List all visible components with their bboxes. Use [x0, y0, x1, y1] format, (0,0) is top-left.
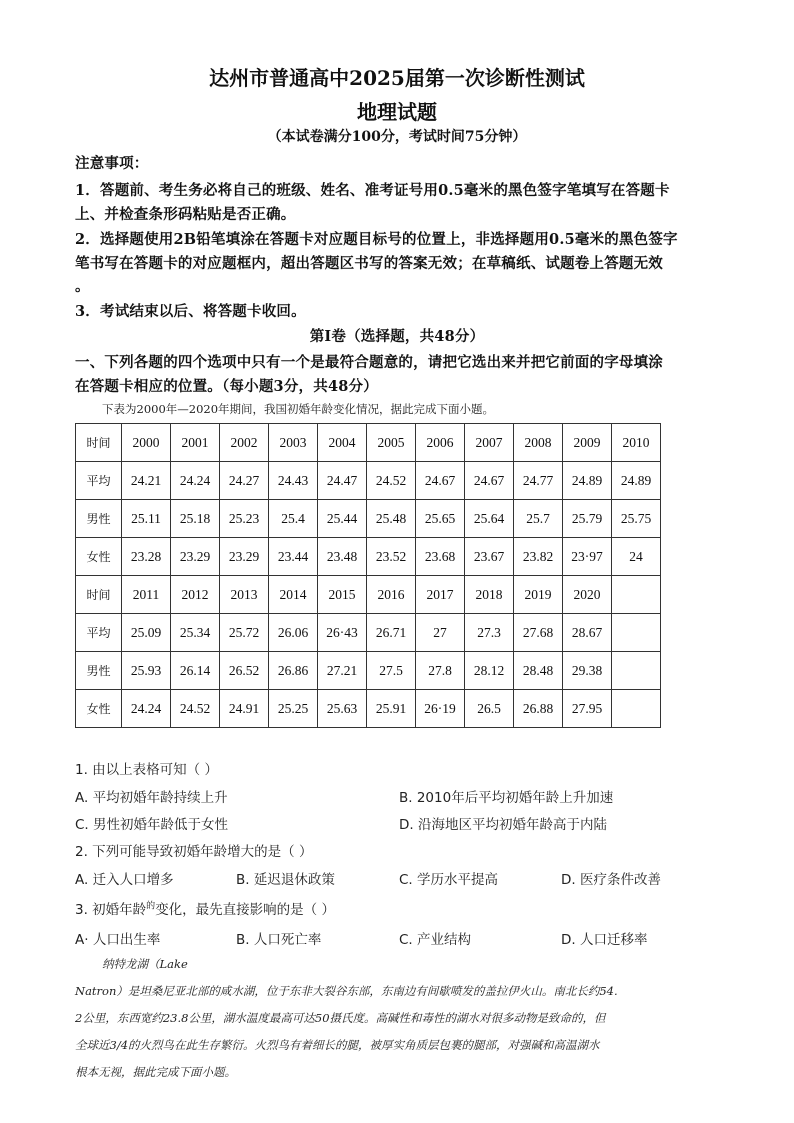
table-cell: 26.71 — [367, 614, 416, 652]
instruction-3: 3．考试结束以后、将答题卡收回。 — [75, 303, 306, 320]
table-cell: 25.75 — [612, 500, 661, 538]
table-cell: 25.34 — [171, 614, 220, 652]
subject-title: 地理试题 — [357, 100, 437, 124]
table-cell: 24.89 — [612, 462, 661, 500]
table-row — [76, 690, 661, 728]
table-cell: 26.5 — [465, 690, 514, 728]
table-cell: 25.79 — [563, 500, 612, 538]
table-cell: 24.21 — [122, 462, 171, 500]
table-cell: 24.24 — [171, 462, 220, 500]
table-cell: 2006 — [416, 424, 465, 462]
table-cell: 25.09 — [122, 614, 171, 652]
table-cell: 28.67 — [563, 614, 612, 652]
table-cell — [612, 652, 661, 690]
table-row-label: 时间 — [76, 424, 122, 462]
table-row-label: 男性 — [76, 500, 122, 538]
section-title: 第Ⅰ卷（选择题，共48分） — [309, 328, 485, 345]
table-row-label: 平均 — [76, 614, 122, 652]
table-cell: 24.77 — [514, 462, 563, 500]
table-cell: 23.82 — [514, 538, 563, 576]
table-cell: 25.48 — [367, 500, 416, 538]
table-row — [76, 538, 661, 576]
table-cell: 2004 — [318, 424, 367, 462]
table-row — [76, 500, 661, 538]
table-cell: 23.29 — [171, 538, 220, 576]
table-cell: 25.11 — [122, 500, 171, 538]
passage-line-5: 根本无视，据此完成下面小题。 — [75, 1065, 236, 1079]
table-cell: 25.93 — [122, 652, 171, 690]
table-row — [76, 424, 661, 462]
question-1: 1. 由以上表格可知（ ） — [75, 762, 218, 778]
table-cell: 24.52 — [171, 690, 220, 728]
table-cell: 27.5 — [367, 652, 416, 690]
table-cell: 27.3 — [465, 614, 514, 652]
table-cell: 25.18 — [171, 500, 220, 538]
table-cell: 25.4 — [269, 500, 318, 538]
table-cell: 24.89 — [563, 462, 612, 500]
table-row-label: 女性 — [76, 690, 122, 728]
q1-option-b: B. 2010年后平均初婚年龄上升加速 — [399, 790, 614, 806]
table-cell — [612, 690, 661, 728]
table-cell: 2012 — [171, 576, 220, 614]
table-cell: 25.23 — [220, 500, 269, 538]
table-cell: 28.12 — [465, 652, 514, 690]
passage-line-2: Natron）是坦桑尼亚北部的咸水湖，位于东非大裂谷东部，东南边有间歇喷发的盖拉伊火山。南北长约54. — [75, 984, 618, 998]
q2-option-a: A. 迁入人口增多 — [75, 872, 174, 888]
table-cell: 23.28 — [122, 538, 171, 576]
table-cell: 26·19 — [416, 690, 465, 728]
table-cell: 24.43 — [269, 462, 318, 500]
passage-line-1: 纳特龙湖（Lake — [102, 957, 188, 971]
table-row — [76, 462, 661, 500]
table-cell: 24.52 — [367, 462, 416, 500]
table-cell: 24.67 — [416, 462, 465, 500]
table-cell: 24.67 — [465, 462, 514, 500]
table-cell: 2008 — [514, 424, 563, 462]
table-cell: 2010 — [612, 424, 661, 462]
table-cell: 2015 — [318, 576, 367, 614]
table-cell — [612, 614, 661, 652]
table-cell: 27.8 — [416, 652, 465, 690]
table-cell: 2019 — [514, 576, 563, 614]
table-cell: 23.52 — [367, 538, 416, 576]
table-cell: 25.65 — [416, 500, 465, 538]
q1-option-c: C. 男性初婚年龄低于女性 — [75, 817, 229, 833]
instruction-2c: 。 — [75, 278, 90, 295]
table-cell: 25.7 — [514, 500, 563, 538]
table-cell: 2000 — [122, 424, 171, 462]
table-cell: 2005 — [367, 424, 416, 462]
instruction-1b: 上、并检查条形码粘贴是否正确。 — [75, 206, 296, 223]
question-2: 2. 下列可能导致初婚年龄增大的是（ ） — [75, 844, 313, 860]
table-cell: 23.68 — [416, 538, 465, 576]
table-cell: 26.86 — [269, 652, 318, 690]
table-cell: 25.72 — [220, 614, 269, 652]
passage-line-4: 全球近3/4的火烈鸟在此生存繁衍。火烈鸟有着细长的腿，被厚实角质层包裹的腿部，对强碱和高温湖水 — [75, 1038, 600, 1052]
table-cell: 24.27 — [220, 462, 269, 500]
table-cell: 2013 — [220, 576, 269, 614]
table-cell: 26.52 — [220, 652, 269, 690]
table-cell: 27 — [416, 614, 465, 652]
q2-option-c: C. 学历水平提高 — [399, 872, 499, 888]
table-cell: 28.48 — [514, 652, 563, 690]
table-cell: 23.48 — [318, 538, 367, 576]
table-cell: 2001 — [171, 424, 220, 462]
q1-option-a: A. 平均初婚年龄持续上升 — [75, 790, 228, 806]
section-instruction-1: 一、下列各题的四个选项中只有一个是最符合题意的，请把它选出来并把它前面的字母填涂 — [75, 354, 663, 371]
question-3 — [75, 898, 335, 918]
table-cell: 26.06 — [269, 614, 318, 652]
table-cell: 24.91 — [220, 690, 269, 728]
q2-option-d: D. 医疗条件改善 — [561, 872, 661, 888]
table-cell: 23·97 — [563, 538, 612, 576]
table-row-label: 平均 — [76, 462, 122, 500]
q3-text-start: 3. 初婚年龄 — [75, 902, 147, 918]
q3-text-end: 变化，最先直接影响的是（ ） — [155, 902, 335, 918]
table-cell: 2009 — [563, 424, 612, 462]
table-cell: 25.91 — [367, 690, 416, 728]
table-cell: 26.88 — [514, 690, 563, 728]
q3-option-c: C. 产业结构 — [399, 932, 472, 948]
q3-superscript: 的 — [146, 901, 156, 912]
table-cell: 27.95 — [563, 690, 612, 728]
table-cell: 2007 — [465, 424, 514, 462]
instruction-2b: 笔书写在答题卡的对应题框内，超出答题区书写的答案无效；在草稿纸、试题卷上答题无效 — [75, 255, 663, 272]
table-row — [76, 576, 661, 614]
table-cell: 26.14 — [171, 652, 220, 690]
table-row — [76, 652, 661, 690]
table-cell: 2014 — [269, 576, 318, 614]
table-row-label: 女性 — [76, 538, 122, 576]
passage-line-3: 2公里，东西宽约23.8公里，湖水温度最高可达50摄氏度。高碱性和毒性的湖水对很多动物是致命的，但 — [75, 1011, 606, 1025]
table-cell: 2020 — [563, 576, 612, 614]
table-cell: 24.47 — [318, 462, 367, 500]
table-cell: 25.64 — [465, 500, 514, 538]
table-cell: 2017 — [416, 576, 465, 614]
section-instruction-2: 在答题卡相应的位置。（每小题3分，共48分） — [75, 378, 378, 395]
table-cell: 24 — [612, 538, 661, 576]
marriage-age-table — [75, 423, 661, 728]
exam-note: （本试卷满分100分，考试时间75分钟） — [267, 129, 527, 145]
table-cell: 24.24 — [122, 690, 171, 728]
table-row — [76, 614, 661, 652]
instruction-2a: 2．选择题使用2B铅笔填涂在答题卡对应题目标号的位置上，非选择题用0.5毫米的黑色签字 — [75, 231, 678, 248]
table-row-label: 时间 — [76, 576, 122, 614]
table-cell: 2003 — [269, 424, 318, 462]
table-cell: 25.25 — [269, 690, 318, 728]
table-cell: 2011 — [122, 576, 171, 614]
table-cell: 25.44 — [318, 500, 367, 538]
q3-option-b: B. 人口死亡率 — [236, 932, 322, 948]
q3-option-d: D. 人口迁移率 — [561, 932, 648, 948]
table-cell: 29.38 — [563, 652, 612, 690]
table-cell: 2016 — [367, 576, 416, 614]
table-cell: 26·43 — [318, 614, 367, 652]
table-cell: 23.44 — [269, 538, 318, 576]
table-cell: 23.29 — [220, 538, 269, 576]
table-cell: 25.63 — [318, 690, 367, 728]
table-row-label: 男性 — [76, 652, 122, 690]
exam-title: 达州市普通高中2025届第一次诊断性测试 — [209, 66, 585, 90]
q1-option-d: D. 沿海地区平均初婚年龄高于内陆 — [399, 817, 607, 833]
instructions-heading: 注意事项： — [75, 155, 149, 172]
table-cell: 27.68 — [514, 614, 563, 652]
q2-option-b: B. 延迟退休政策 — [236, 872, 335, 888]
table-intro: 下表为2000年—2020年期间，我国初婚年龄变化情况，据此完成下面小题。 — [102, 402, 495, 416]
instruction-1a: 1．答题前、考生务必将自己的班级、姓名、准考证号用0.5毫米的黑色签字笔填写在答题卡 — [75, 182, 670, 199]
q3-option-a: A· 人口出生率 — [75, 932, 161, 948]
table-cell: 2002 — [220, 424, 269, 462]
table-cell: 2018 — [465, 576, 514, 614]
table-cell: 27.21 — [318, 652, 367, 690]
table-cell: 23.67 — [465, 538, 514, 576]
table-cell — [612, 576, 661, 614]
